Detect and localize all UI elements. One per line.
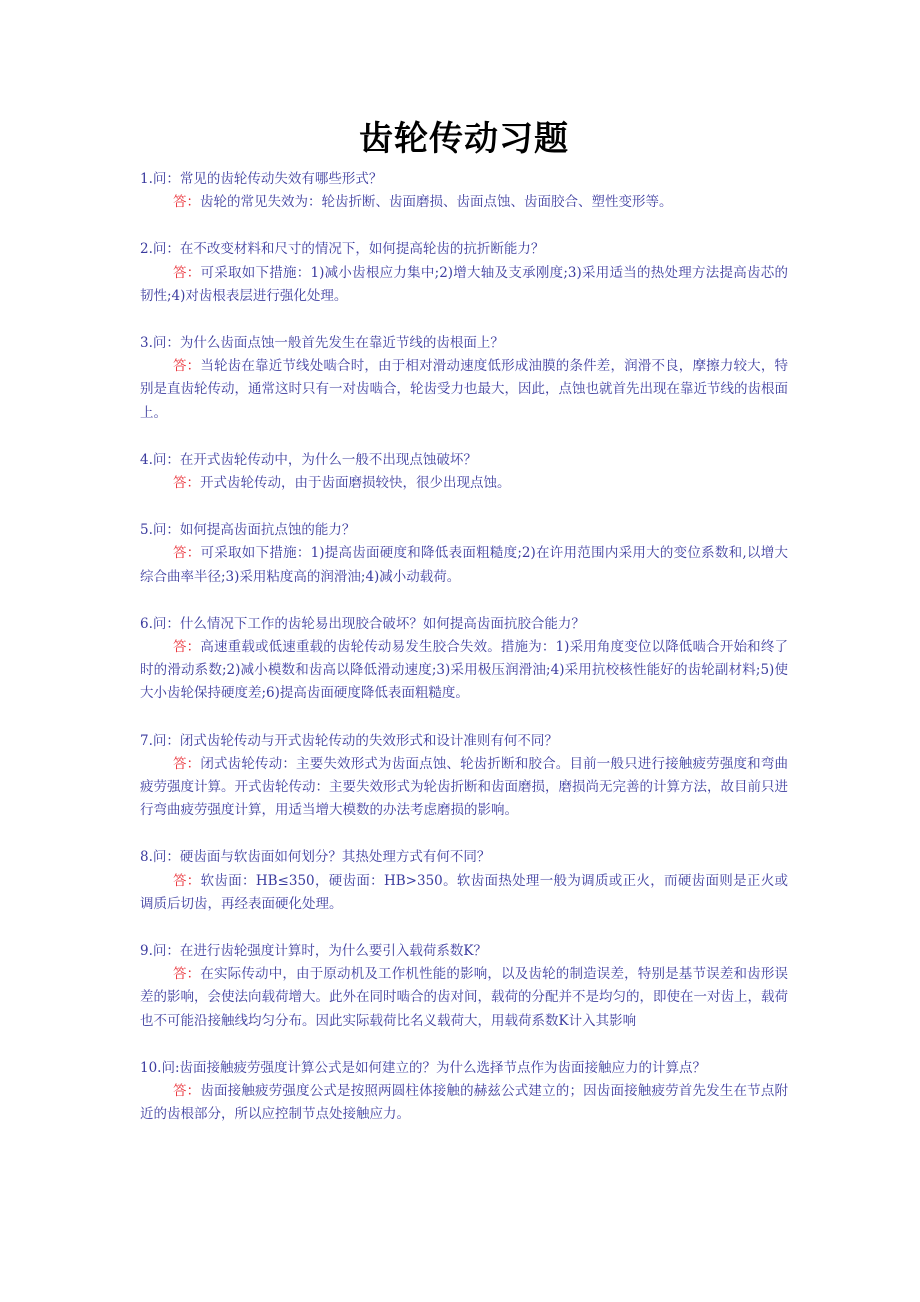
- answer-text: 当轮齿在靠近节线处啮合时，由于相对滑动速度低形成油膜的条件差，润滑不良，摩擦力较大，特别是直齿轮传动，通常这时只有一对齿啮合，轮齿受力也最大，因此，点蚀也就首先出现在靠近节线的齿根面上。: [140, 358, 789, 421]
- answer-label: 答：: [173, 264, 201, 281]
- qa-item-6: [140, 613, 788, 706]
- answer-1: [140, 191, 788, 214]
- answer-text: 可采取如下措施：1)减小齿根应力集中;2)增大轴及支承刚度;3)采用适当的热处理方法提高齿芯的韧性;4)对齿根表层进行强化处理。: [140, 264, 789, 304]
- question-4: 4.问：在开式齿轮传动中，为什么一般不出现点蚀破坏？: [140, 451, 477, 468]
- qa-item-3: [140, 332, 788, 425]
- answer-text: 齿轮的常见失效为：轮齿折断、齿面磨损、齿面点蚀、齿面胶合、塑性变形等。: [200, 194, 673, 211]
- answer-text: 在实际传动中，由于原动机及工作机性能的影响，以及齿轮的制造误差，特别是基节误差和齿形误差的影响，会使法向载荷增大。此外在同时啮合的齿对间，载荷的分配并不是均匀的，即使在一对齿上，载荷也不可能沿接触线均匀分布。因此实际载荷比名义载荷大，用载荷系数K计入其影响: [140, 966, 789, 1029]
- answer-label: 答：: [173, 872, 201, 889]
- answer-2: [140, 262, 788, 308]
- answer-label: 答：: [173, 755, 201, 772]
- answer-text: 可采取如下措施：1)提高齿面硬度和降低表面粗糙度;2)在许用范围内采用大的变位系数和,以增大综合曲率半径;3)采用粘度高的润滑油;4)减小动载荷。: [140, 545, 788, 585]
- question-6: 6.问：什么情况下工作的齿轮易出现胶合破坏？如何提高齿面抗胶合能力？: [140, 615, 585, 632]
- question-1: 1.问：常见的齿轮传动失效有哪些形式？: [140, 171, 383, 187]
- answer-4: [140, 472, 788, 495]
- answer-6: [140, 636, 788, 706]
- qa-item-4: [140, 449, 788, 495]
- qa-item-7: [140, 730, 788, 823]
- answer-label: 答：: [173, 639, 201, 656]
- answer-8: [140, 870, 788, 916]
- answer-label: 答：: [173, 545, 201, 562]
- answer-label: 答：: [173, 194, 200, 211]
- qa-item-9: [140, 940, 788, 1033]
- answer-3: [140, 355, 788, 425]
- answer-10: [140, 1080, 788, 1126]
- answer-label: 答：: [173, 358, 201, 375]
- question-9: 9.问：在进行齿轮强度计算时，为什么要引入载荷系数K？: [140, 943, 487, 960]
- qa-item-10: [140, 1057, 788, 1127]
- answer-text: 开式齿轮传动，由于齿面磨损较快，很少出现点蚀。: [200, 475, 511, 492]
- question-7: 7.问：闭式齿轮传动与开式齿轮传动的失效形式和设计准则有何不同？: [140, 732, 558, 749]
- question-5: 5.问：如何提高齿面抗点蚀的能力？: [140, 522, 356, 539]
- answer-label: 答：: [173, 966, 201, 983]
- document-title: 齿轮传动习题: [359, 119, 569, 159]
- answer-5: [140, 542, 788, 588]
- document-page: [140, 112, 788, 1151]
- answer-text: 齿面接触疲劳强度公式是按照两圆柱体接触的赫兹公式建立的；因齿面接触疲劳首先发生在节点附近的齿根部分，所以应控制节点处接触应力。: [140, 1083, 789, 1123]
- answer-label: 答：: [173, 1083, 201, 1100]
- answer-text: 软齿面：HB≤350，硬齿面：HB>350。软齿面热处理一般为调质或正火，而硬齿面则是正火或调质后切齿，再经表面硬化处理。: [140, 872, 789, 912]
- answer-7: [140, 753, 788, 823]
- question-3: 3.问：为什么齿面点蚀一般首先发生在靠近节线的齿根面上？: [140, 335, 504, 352]
- question-10: 10.问:齿面接触疲劳强度计算公式是如何建立的？为什么选择节点作为齿面接触应力的计算点？: [140, 1059, 707, 1076]
- qa-item-1: [140, 168, 788, 214]
- qa-item-5: [140, 519, 788, 589]
- question-8: 8.问：硬齿面与软齿面如何划分？其热处理方式有何不同？: [140, 849, 491, 866]
- answer-9: [140, 963, 788, 1033]
- answer-label: 答：: [173, 475, 200, 492]
- qa-item-8: [140, 846, 788, 916]
- answer-text: 闭式齿轮传动：主要失效形式为齿面点蚀、轮齿折断和胶合。目前一般只进行接触疲劳强度和弯曲疲劳强度计算。开式齿轮传动：主要失效形式为轮齿折断和齿面磨损，磨损尚无完善的计算方法，故目前只进行弯曲疲劳强度计算，用适当增大模数的办法考虑磨损的影响。: [140, 755, 789, 819]
- answer-text: 高速重载或低速重载的齿轮传动易发生胶合失效。措施为：1)采用角度变位以降低啮合开始和终了时的滑动系数;2)减小模数和齿高以降低滑动速度;3)采用极压润滑油;4)采用抗校核性能好的齿轮副材料;5)使大小齿轮保持硬度差;6)提高齿面硬度降低表面粗糙度。: [140, 639, 788, 702]
- question-2: 2.问：在不改变材料和尺寸的情况下，如何提高轮齿的抗折断能力？: [140, 241, 545, 258]
- qa-item-2: [140, 238, 788, 308]
